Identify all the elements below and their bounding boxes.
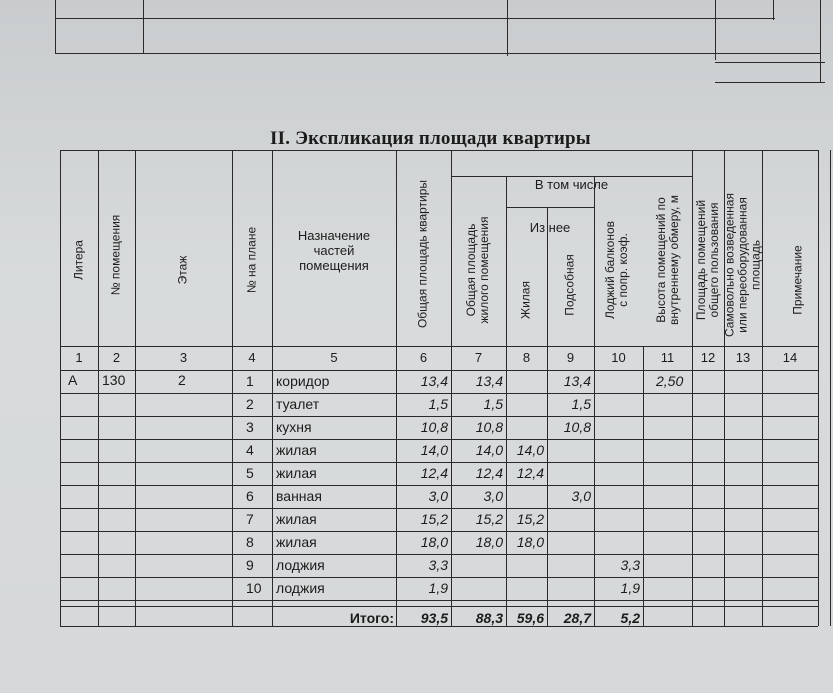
cell-living-total: 3,0: [483, 488, 503, 504]
cell-plan-number: 8: [246, 534, 254, 550]
cell-living-total: 1,5: [483, 396, 503, 412]
cell-plan-number: 4: [246, 442, 254, 458]
grid-line: [60, 626, 818, 627]
column-number: 2: [112, 350, 121, 365]
explication-table: [60, 150, 832, 630]
grid-line: [818, 150, 819, 626]
cell-plan-number: 7: [246, 511, 254, 527]
column-number: 14: [782, 350, 798, 365]
grid-line: [60, 606, 818, 607]
cell-loggia: 3,3: [620, 557, 640, 573]
cell-living-total: 15,2: [475, 511, 503, 527]
cell-floor: 2: [178, 372, 186, 388]
cell-room-purpose: жилая: [276, 511, 317, 527]
living-total-sum: 88,3: [475, 610, 503, 626]
grid-line: [506, 176, 507, 626]
grid-line: [547, 207, 548, 626]
living-sum: 59,6: [516, 610, 544, 626]
grid-line: [232, 150, 233, 626]
column-number: 6: [419, 350, 428, 365]
cell-room-purpose: ванная: [276, 488, 322, 504]
grid-line: [60, 370, 818, 371]
cell-total-area: 12,4: [420, 465, 448, 481]
grid-line: [135, 150, 136, 626]
cell-total-area: 1,9: [428, 580, 448, 596]
column-number: 13: [735, 350, 751, 365]
column-number: 1: [75, 350, 83, 365]
cell-room-purpose: жилая: [276, 442, 317, 458]
column-number: 8: [522, 350, 531, 365]
column-number: 5: [330, 350, 338, 365]
column-number: 12: [700, 350, 716, 365]
header-purpose: Назначение частей помещения: [297, 228, 371, 273]
auxiliary-sum: 28,7: [563, 610, 591, 626]
cell-room-purpose: коридор: [276, 373, 330, 389]
header-auxiliary: Подсобная: [562, 254, 577, 316]
header-common: Площадь помещений общего пользования: [694, 199, 721, 321]
cell-room-purpose: жилая: [276, 534, 317, 550]
cell-living-total: 10,8: [475, 419, 503, 435]
header-living: Жилая: [518, 281, 533, 319]
header-unauthorized: Самовольно возведенная или переоборудованная площадь: [722, 193, 763, 337]
grid-line: [60, 485, 818, 486]
cell-total-area: 18,0: [420, 534, 448, 550]
header-room-number: № помещения: [108, 214, 123, 296]
cell-living-total: 13,4: [475, 373, 503, 389]
total-area-sum: 93,5: [420, 610, 448, 626]
cell-total-area: 10,8: [420, 419, 448, 435]
cell-total-area: 15,2: [420, 511, 448, 527]
header-of-which: Из нее: [529, 220, 571, 235]
cell-room-number: 130: [102, 372, 126, 388]
grid-line: [60, 150, 61, 626]
cell-plan-number: 1: [246, 373, 254, 389]
cell-total-area: 1,5: [428, 396, 448, 412]
header-loggias: Лоджий балконов с попр. коэф.: [603, 220, 630, 320]
grid-line: [692, 150, 693, 626]
cell-living: 14,0: [516, 442, 544, 458]
cell-living: 15,2: [516, 511, 544, 527]
cell-room-purpose: туалет: [276, 396, 320, 412]
header-litera: Литера: [71, 240, 86, 280]
grid-line: [60, 600, 818, 601]
cell-plan-number: 2: [246, 396, 254, 412]
column-number: 4: [248, 350, 256, 365]
grid-line: [60, 531, 818, 532]
cell-plan-number: 5: [246, 465, 254, 481]
header-floor: Этаж: [175, 255, 190, 285]
cell-plan-number: 3: [246, 419, 254, 435]
totals-label: Итого:: [349, 610, 394, 626]
cell-living-total: 12,4: [475, 465, 503, 481]
cell-plan-number: 6: [246, 488, 254, 504]
cell-auxiliary: 1,5: [571, 396, 591, 412]
column-number: 7: [474, 350, 483, 365]
cell-room-purpose: кухня: [276, 419, 312, 435]
cell-total-area: 13,4: [420, 373, 448, 389]
cell-plan-number: 10: [246, 580, 262, 596]
grid-line: [60, 150, 818, 151]
grid-line: [60, 393, 818, 394]
cell-total-area: 3,0: [428, 488, 448, 504]
header-height: Высота помещений по внутреннему обмеру, м: [654, 195, 681, 325]
cell-room-purpose: жилая: [276, 465, 317, 481]
grid-line: [98, 150, 99, 626]
cell-room-purpose: лоджия: [276, 580, 325, 596]
grid-line: [643, 346, 644, 626]
cell-living: 18,0: [516, 534, 544, 550]
grid-line: [60, 416, 818, 417]
grid-line: [60, 577, 818, 578]
cell-total-area: 14,0: [420, 442, 448, 458]
grid-line: [506, 207, 594, 208]
column-number: 9: [566, 350, 575, 365]
previous-table-remnant: [55, 0, 825, 80]
cell-auxiliary: 10,8: [563, 419, 591, 435]
grid-line: [272, 150, 273, 626]
page-title: II. Экспликация площади квартиры: [270, 128, 591, 149]
cell-litera: А: [68, 372, 78, 388]
cell-loggia: 1,9: [620, 580, 640, 596]
header-living-total: Общая площадь жилого помещения: [464, 216, 491, 324]
column-number: 11: [660, 350, 675, 365]
grid-line: [60, 346, 818, 347]
cell-room-purpose: лоджия: [276, 557, 325, 573]
cell-auxiliary: 13,4: [563, 373, 591, 389]
cell-living-total: 14,0: [475, 442, 503, 458]
grid-line: [60, 462, 818, 463]
grid-line: [60, 439, 818, 440]
column-number: 10: [611, 350, 626, 365]
header-note: Примечание: [790, 245, 805, 315]
header-total-area: Общая площадь квартиры: [415, 179, 430, 329]
header-including: В том числе: [534, 177, 609, 192]
cell-plan-number: 9: [246, 557, 254, 573]
grid-line: [60, 508, 818, 509]
cell-living: 12,4: [516, 465, 544, 481]
grid-line: [830, 150, 831, 626]
column-number: 3: [179, 350, 188, 365]
cell-total-area: 3,3: [428, 557, 448, 573]
cell-living-total: 18,0: [475, 534, 503, 550]
cell-auxiliary: 3,0: [571, 488, 591, 504]
cell-height: 2,50: [656, 373, 684, 389]
grid-line: [60, 554, 818, 555]
header-plan-number: № на плане: [244, 226, 259, 294]
loggia-sum: 5,2: [620, 610, 640, 626]
